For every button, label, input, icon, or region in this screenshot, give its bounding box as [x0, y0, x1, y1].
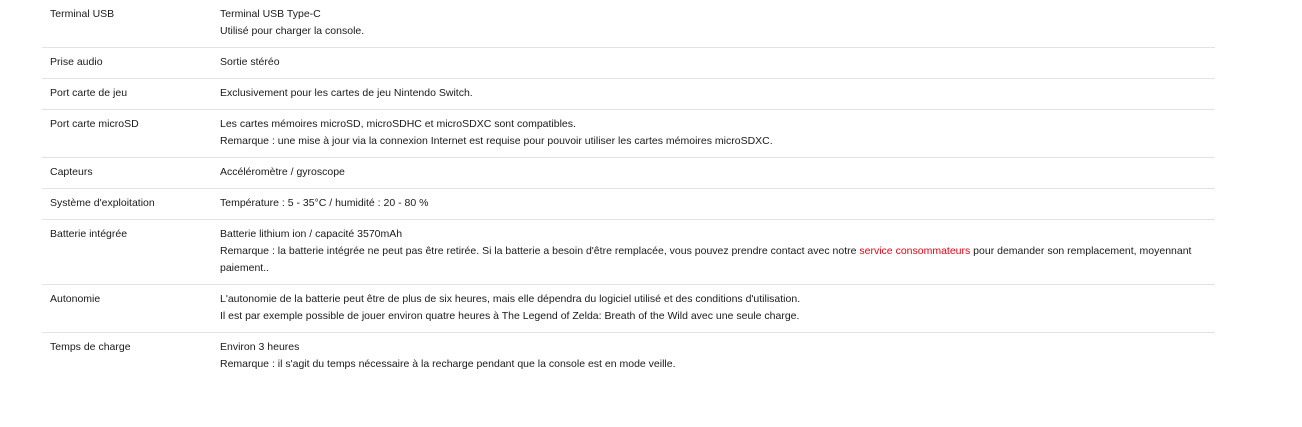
spec-value [220, 54, 1215, 71]
spec-value-line-with-link [220, 243, 1195, 277]
spec-value-line: Utilisé pour charger la console. [220, 25, 365, 37]
spec-value [220, 164, 1215, 181]
spec-value-line: L'autonomie de la batterie peut être de plus de six heures, mais elle dépendra du logiciel utilisé et des conditions d'utilisation. [220, 293, 801, 305]
spec-value [220, 291, 1215, 325]
spec-row-prise-audio [42, 48, 1215, 79]
spec-value-line: Remarque : une mise à jour via la connexion Internet est requise pour pouvoir utiliser les cartes mémoires microSDXC. [220, 135, 773, 147]
spec-text: Remarque : la batterie intégrée ne peut pas être retirée. Si la batterie a besoin d'être remplacée, vous pouvez prendre contact avec notre [220, 245, 860, 257]
spec-label: Capteurs [50, 166, 93, 178]
spec-label: Autonomie [50, 293, 101, 305]
spec-value [220, 6, 1215, 40]
spec-value-line: Les cartes mémoires microSD, microSDHC et microSDXC sont compatibles. [220, 118, 576, 130]
spec-row-terminal-usb [42, 0, 1215, 48]
spec-row-systeme-exploitation [42, 189, 1215, 220]
spec-row-capteurs [42, 158, 1215, 189]
spec-row-port-microsd [42, 110, 1215, 158]
spec-value-line: Accéléromètre / gyroscope [220, 166, 345, 178]
spec-label: Prise audio [50, 56, 103, 68]
spec-label: Système d'exploitation [50, 197, 155, 209]
spec-value [220, 226, 1215, 277]
spec-value [220, 195, 1215, 212]
spec-row-autonomie [42, 285, 1215, 333]
spec-label: Terminal USB [50, 8, 115, 20]
spec-label: Temps de charge [50, 341, 131, 353]
spec-row-port-carte-jeu [42, 79, 1215, 110]
spec-row-temps-charge [42, 333, 1215, 380]
spec-row-batterie [42, 220, 1215, 285]
service-consommateurs-link[interactable]: service consommateurs [859, 245, 971, 257]
spec-value [220, 116, 1215, 150]
spec-text: pour demander son remplacement, moyennant paiement.. [220, 245, 1192, 274]
spec-value [220, 339, 1215, 373]
spec-value-line: Environ 3 heures [220, 341, 300, 353]
spec-label: Port carte de jeu [50, 87, 128, 99]
spec-value-line: Batterie lithium ion / capacité 3570mAh [220, 228, 403, 240]
spec-value-line: Il est par exemple possible de jouer environ quatre heures à The Legend of Zelda: Breath of the Wild avec une seule charge. [220, 310, 800, 322]
spec-value [220, 85, 1215, 102]
spec-table [42, 0, 1215, 380]
spec-value-line: Exclusivement pour les cartes de jeu Nintendo Switch. [220, 87, 473, 99]
spec-value-line: Température : 5 - 35°C / humidité : 20 - 80 % [220, 197, 429, 209]
spec-value-line: Terminal USB Type-C [220, 8, 321, 20]
spec-label: Batterie intégrée [50, 228, 128, 240]
spec-value-line: Sortie stéréo [220, 56, 280, 68]
spec-label: Port carte microSD [50, 118, 139, 130]
spec-value-line: Remarque : il s'agit du temps nécessaire à la recharge pendant que la console est en mode veille. [220, 358, 676, 370]
